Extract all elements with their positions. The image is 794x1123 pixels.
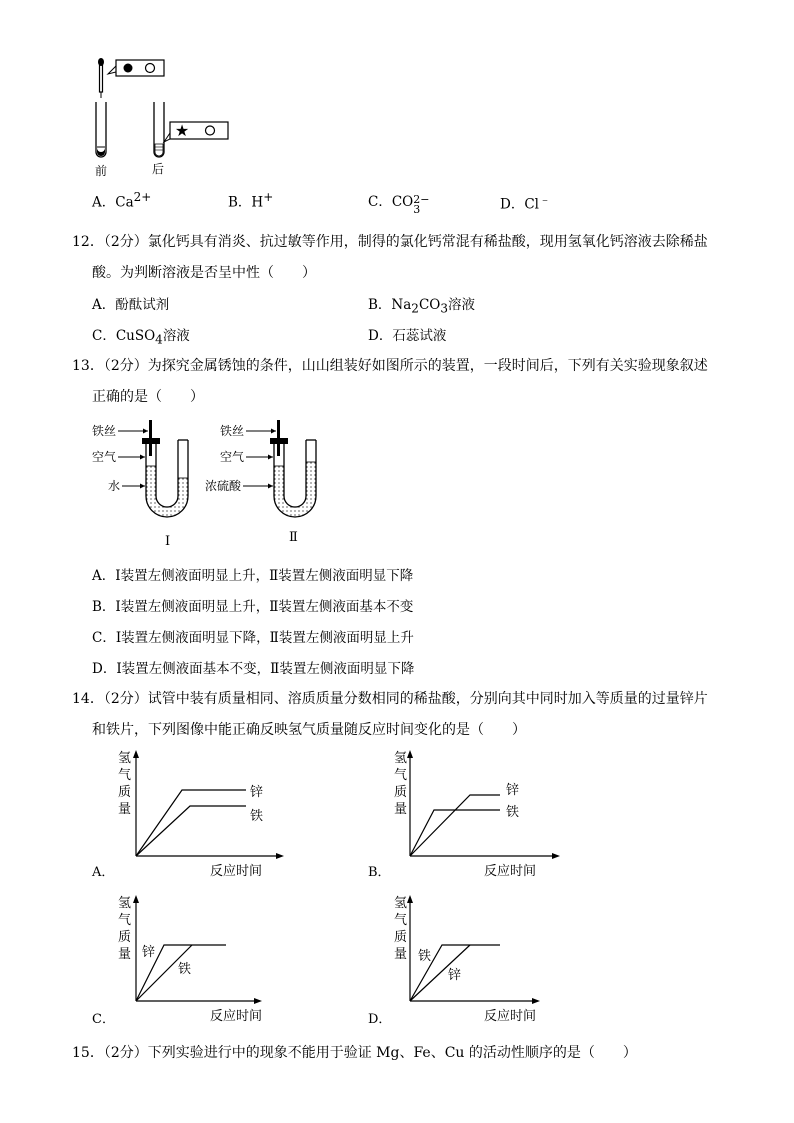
- graph-b-label-iron: 铁: [506, 805, 520, 820]
- graph-a-label-iron: 铁: [250, 809, 264, 824]
- graph-d-option: D．: [368, 1012, 392, 1027]
- label-sulfuric-acid-ii: 浓硫酸: [205, 479, 242, 493]
- graph-d-xlabel: 反应时间: [484, 1009, 537, 1024]
- label-air-i: 空气: [92, 450, 117, 464]
- graph-c-label-zinc: 锌: [142, 945, 156, 960]
- label-iron-wire-i: 铁丝: [92, 424, 117, 438]
- graph-c-ylabel-2: 质: [118, 930, 132, 945]
- graph-c-label-iron: 铁: [178, 962, 192, 977]
- q12-option-b[interactable]: B．$Na_2CO_3$溶液: [368, 297, 475, 316]
- graph-a-xlabel: 反应时间: [210, 864, 263, 879]
- graph-d-label-iron: 铁: [418, 949, 432, 964]
- q13-stem-line1: 13．（2分）为探究金属锈蚀的条件，山山组装好如图所示的装置，一段时间后，下列有关实验现象叙述: [72, 358, 708, 374]
- graph-a-ylabel-3: 量: [118, 802, 132, 817]
- caption-ii: Ⅱ: [289, 530, 298, 545]
- q11-figure: [80, 52, 280, 182]
- before-particle-callout: [108, 60, 164, 76]
- graph-a-ylabel-1: 气: [118, 768, 132, 783]
- graph-b: [366, 748, 566, 883]
- graph-d-label-zinc: 锌: [448, 968, 462, 983]
- q11-option-d[interactable]: D．Cl﹣: [500, 192, 551, 213]
- q13-option-a[interactable]: A．Ⅰ装置左侧液面明显上升，Ⅱ装置左侧液面明显下降: [92, 568, 414, 584]
- graph-d-ylabel-2: 质: [394, 930, 408, 945]
- q13-option-d[interactable]: D．Ⅰ装置左侧液面基本不变，Ⅱ装置左侧液面明显下降: [92, 661, 415, 677]
- label-after: 后: [152, 162, 165, 176]
- test-tube-after: [154, 102, 164, 157]
- label-iron-wire-ii: 铁丝: [220, 424, 245, 438]
- graph-b-zinc-line: [410, 795, 500, 856]
- graph-d-ylabel-1: 气: [394, 913, 408, 928]
- q13-option-b[interactable]: B．Ⅰ装置左侧液面明显上升，Ⅱ装置左侧液面基本不变: [92, 599, 414, 615]
- star-icon: ★: [174, 121, 190, 140]
- q11-option-b[interactable]: B．H+: [228, 190, 274, 211]
- graph-a-ylabel-2: 质: [118, 785, 132, 800]
- label-water-i: 水: [108, 479, 121, 493]
- graph-b-ylabel-0: 氢: [394, 751, 408, 766]
- graph-c-option: C．: [92, 1012, 115, 1027]
- graph-c-ylabel-1: 气: [118, 913, 132, 928]
- graph-c-xlabel: 反应时间: [210, 1009, 263, 1024]
- q11-option-c[interactable]: C．CO 2− 3: [368, 192, 430, 216]
- graph-a-iron-line: [136, 806, 246, 856]
- q15-stem: 15．（2分）下列实验进行中的现象不能用于验证 Mg、Fe、Cu 的活动性顺序的是（ ）: [72, 1045, 637, 1061]
- graph-a-option: A．: [92, 865, 115, 880]
- graph-b-label-zinc: 锌: [506, 783, 520, 798]
- graph-b-ylabel-3: 量: [394, 802, 408, 817]
- graph-b-xlabel: 反应时间: [484, 864, 537, 879]
- apparatus-ii: [205, 420, 316, 517]
- graph-d-ylabel-0: 氢: [394, 896, 408, 911]
- q12-stem-line1: 12．（2分）氯化钙具有消炎、抗过敏等作用，制得的氯化钙常混有稀盐酸，现用氢氧化钙溶液去除稀盐: [72, 234, 708, 250]
- q12-option-a[interactable]: A．酚酞试剂: [92, 297, 170, 313]
- graph-c: [90, 893, 290, 1028]
- graph-b-ylabel-2: 质: [394, 785, 408, 800]
- apparatus-i: [92, 420, 188, 517]
- graph-b-option: B．: [368, 865, 391, 880]
- graph-c-ylabel-0: 氢: [118, 896, 132, 911]
- after-particle-callout: [164, 121, 228, 142]
- label-before: 前: [95, 164, 108, 178]
- q13-option-c[interactable]: C．Ⅰ装置左侧液面明显下降，Ⅱ装置左侧液面明显上升: [92, 630, 414, 646]
- graph-a-ylabel-0: 氢: [118, 751, 132, 766]
- graph-a: [90, 748, 290, 883]
- graph-b-ylabel-1: 气: [394, 768, 408, 783]
- graph-b-iron-line: [410, 810, 500, 856]
- graph-a-label-zinc: 锌: [250, 785, 264, 800]
- q13-figure: [90, 418, 350, 548]
- test-tube-before: [96, 102, 106, 157]
- graph-d: [366, 893, 566, 1028]
- caption-i: Ⅰ: [165, 534, 171, 549]
- q14-stem-line2: 和铁片，下列图像中能正确反映氢气质量随反应时间变化的是（ ）: [92, 722, 526, 738]
- q14-stem-line1: 14．（2分）试管中装有质量相同、溶质质量分数相同的稀盐酸，分别向其中同时加入等质量的过量锌片: [72, 691, 708, 707]
- q12-option-d[interactable]: D．石蕊试液: [368, 328, 447, 344]
- graph-c-ylabel-3: 量: [118, 947, 132, 962]
- label-air-ii: 空气: [220, 450, 245, 464]
- dropper-icon: [98, 58, 104, 98]
- q11-option-a[interactable]: A．$Ca^{2+}$: [92, 190, 152, 211]
- graph-a-zinc-line: [136, 790, 246, 856]
- graph-d-ylabel-3: 量: [394, 947, 408, 962]
- q12-option-c[interactable]: C．CuSO$_4$溶液: [92, 328, 190, 347]
- q12-stem-line2: 酸。为判断溶液是否呈中性（ ）: [92, 265, 316, 281]
- q13-stem-line2: 正确的是（ ）: [92, 389, 204, 405]
